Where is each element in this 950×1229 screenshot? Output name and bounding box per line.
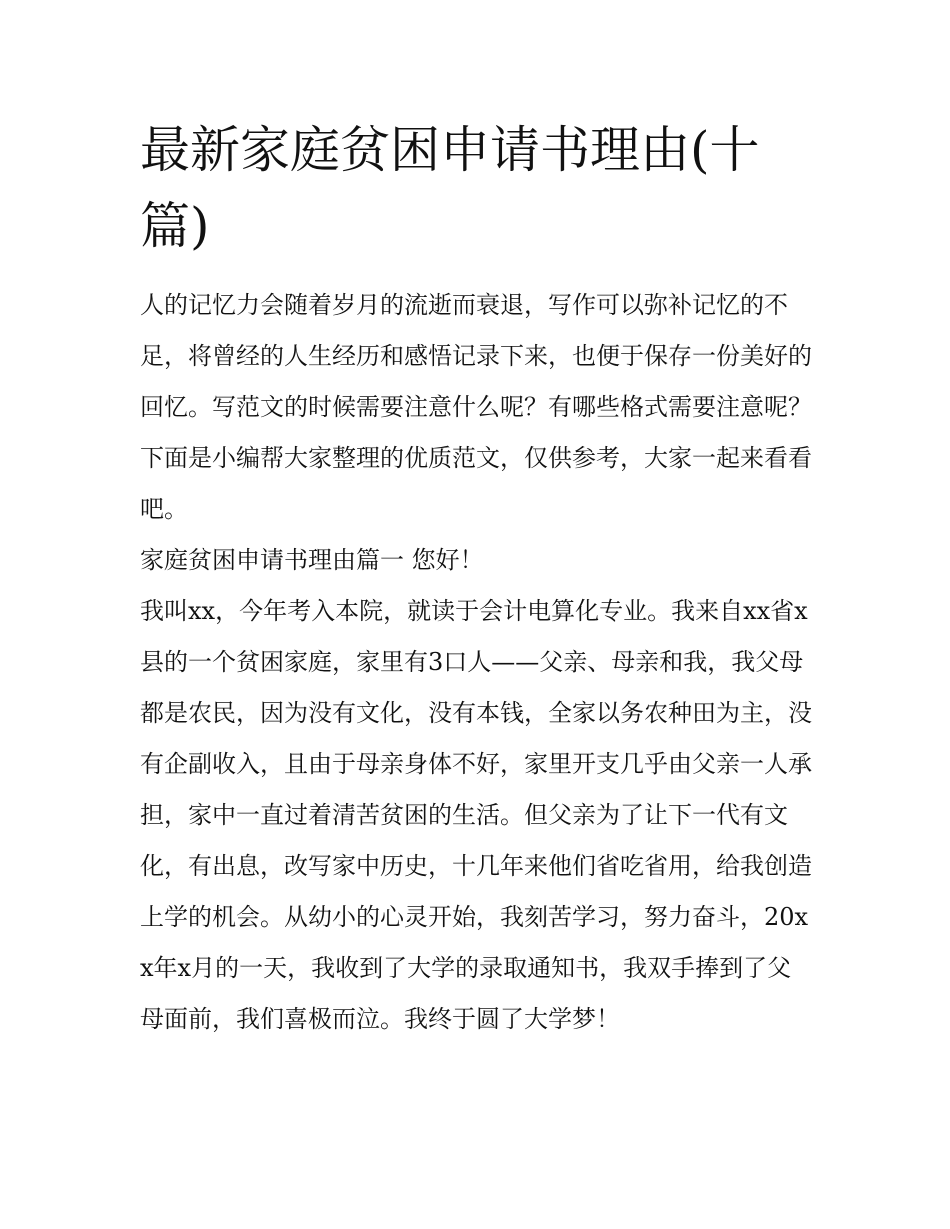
section-heading: 家庭贫困申请书理由篇一 您好！ <box>140 546 484 574</box>
intro-paragraph: 人的记忆力会随着岁月的流逝而衰退，写作可以弥补记忆的不足，将曾经的人生经历和感悟记录下来，也便于保存一份美好的回忆。写范文的时候需要注意什么呢？有哪些格式需要注意呢？下面是小编帮大家整理的优质范文，仅供参考，大家一起来看看吧。 <box>140 291 812 523</box>
document-title: 最新家庭贫困申请书理由(十篇) <box>140 121 760 255</box>
body-paragraph: 我叫xx，今年考入本院，就读于会计电算化专业。我来自xx省x县的一个贫困家庭，家里有3口人——父亲、母亲和我，我父母都是农民，因为没有文化，没有本钱，全家以务农种田为主，没有企副收入，且由于母亲身体不好，家里开支几乎由父亲一人承担，家中一直过着清苦贫困的生活。但父亲为了让下一代有文化，有出息，改写家中历史，十几年来他们省吃省用，给我创造上学的机会。从幼小的心灵开始，我刻苦学习，努力奋斗，20xx年x月的一天，我收到了大学的录取通知书，我双手捧到了父母面前，我们喜极而泣。我终于圆了大学梦！ <box>140 597 812 1033</box>
document-body <box>140 280 812 1045</box>
